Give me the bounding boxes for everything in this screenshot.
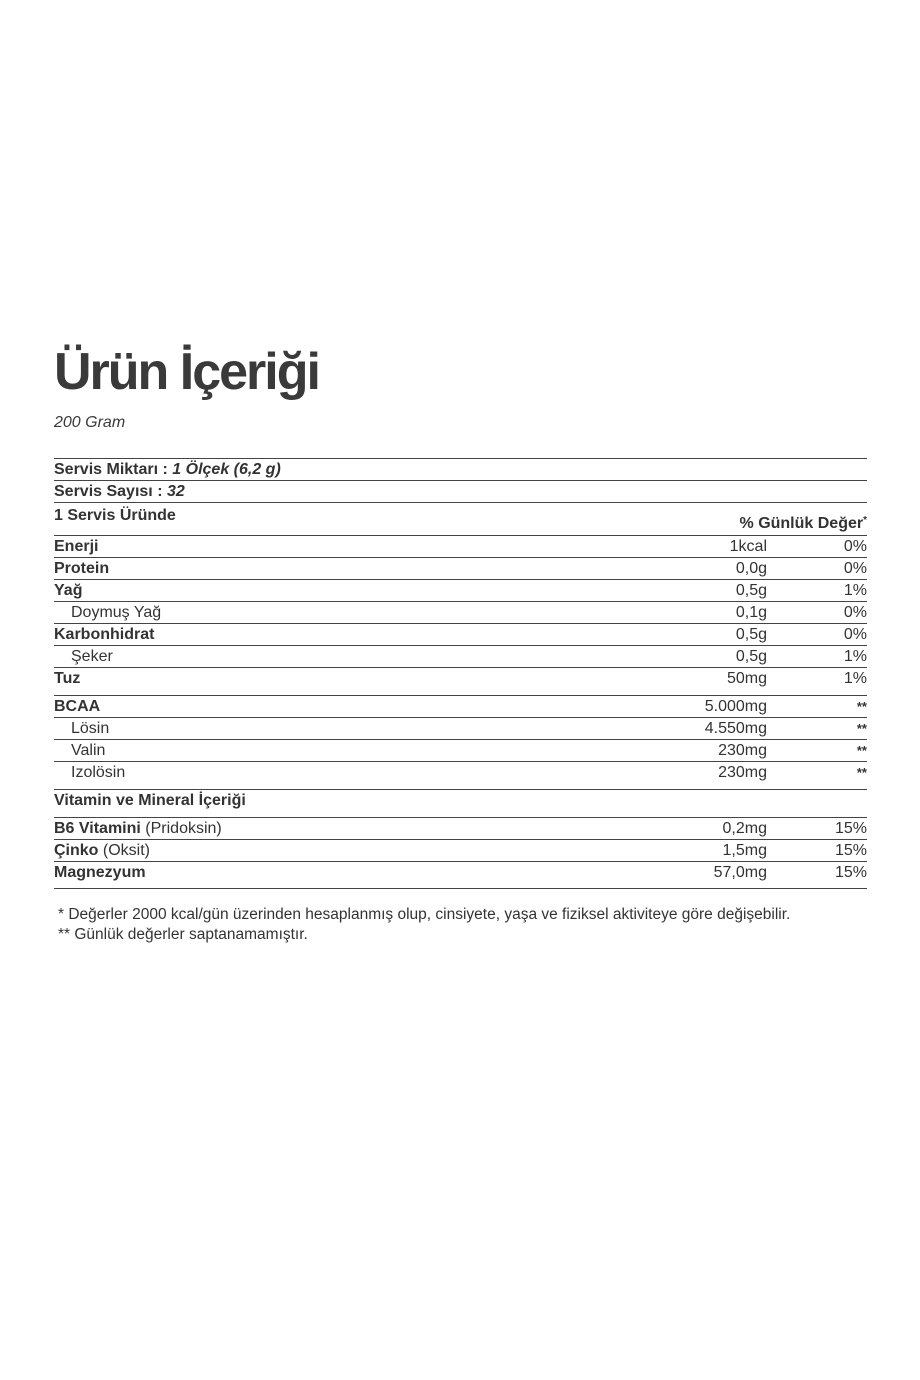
nutrition-table xyxy=(54,458,867,889)
nutrient-amount: 0,5g xyxy=(735,648,767,665)
nutrient-amount: 0,2mg xyxy=(722,820,767,837)
vitamin-row-zinc xyxy=(54,840,867,862)
serving-size-row xyxy=(54,459,867,481)
nutrient-daily-value: 0% xyxy=(843,538,867,555)
nutrient-name: Valin xyxy=(71,742,106,759)
nutrient-name: Yağ xyxy=(54,582,83,599)
nutrient-name: Tuz xyxy=(54,670,81,687)
nutrient-amount: 230mg xyxy=(718,764,767,781)
nutrient-name: Lösin xyxy=(71,720,110,737)
nutrient-daily-value: 15% xyxy=(834,864,867,881)
nutrient-amount: 1kcal xyxy=(729,538,767,555)
nutrient-daily-value: 1% xyxy=(843,582,867,599)
vitamin-section-header-row xyxy=(54,790,867,818)
nutrient-daily-value: 15% xyxy=(834,820,867,837)
nutrient-daily-value: 1% xyxy=(843,648,867,665)
nutrient-daily-value: ** xyxy=(856,721,867,736)
nutrient-name: BCAA xyxy=(54,698,101,715)
nutrition-panel xyxy=(54,340,867,943)
nutrient-amount: 0,1g xyxy=(735,604,767,621)
footnote-not-established: ** Günlük değerler saptanamamıştır. xyxy=(58,926,308,943)
serving-count-label: Servis Sayısı : xyxy=(54,483,167,500)
per-serving-header-row xyxy=(54,503,867,536)
nutrient-amount: 1,5mg xyxy=(722,842,767,859)
nutrient-name: Şeker xyxy=(71,648,113,665)
nutrient-name: Enerji xyxy=(54,538,99,555)
nutrient-amount: 0,0g xyxy=(735,560,767,577)
serving-size-label: Servis Miktarı : xyxy=(54,461,173,478)
daily-value-header: % Günlük Değer* xyxy=(739,515,867,532)
serving-count-value: 32 xyxy=(166,483,185,500)
package-size: 200 Gram xyxy=(54,414,126,431)
vitamin-row-magnesium xyxy=(54,862,867,889)
nutrient-row-protein xyxy=(54,558,867,580)
nutrient-name: Çinko xyxy=(54,842,99,859)
nutrient-row-saturated-fat xyxy=(54,602,867,624)
nutrient-daily-value: 0% xyxy=(843,560,867,577)
nutrient-daily-value: 15% xyxy=(834,842,867,859)
bcaa-row-isoleucine xyxy=(54,762,867,790)
nutrient-amount: 0,5g xyxy=(735,582,767,599)
serving-size-value: 1 Ölçek (6,2 g) xyxy=(172,461,281,478)
vitamin-row-b6 xyxy=(54,818,867,840)
serving-count-row xyxy=(54,481,867,503)
nutrient-amount: 0,5g xyxy=(735,626,767,643)
footnote-daily-value: * Değerler 2000 kcal/gün üzerinden hesaplanmış olup, cinsiyete, yaşa ve fiziksel aktiviteye göre değişebilir. xyxy=(58,906,791,923)
nutrient-name: Doymuş Yağ xyxy=(71,604,162,621)
nutrient-amount: 4.550mg xyxy=(704,720,767,737)
nutrient-daily-value: ** xyxy=(856,765,867,780)
daily-value-asterisk: * xyxy=(863,515,867,526)
nutrient-name: Karbonhidrat xyxy=(54,626,155,643)
nutrient-amount: 57,0mg xyxy=(713,864,767,881)
bcaa-row-leucine xyxy=(54,718,867,740)
vitamin-section-label: Vitamin ve Mineral İçeriği xyxy=(54,792,246,809)
bcaa-row-valine xyxy=(54,740,867,762)
nutrient-amount: 5.000mg xyxy=(704,698,767,715)
nutrient-daily-value: 0% xyxy=(843,604,867,621)
nutrient-daily-value: 1% xyxy=(843,670,867,687)
nutrient-daily-value: ** xyxy=(856,699,867,714)
nutrient-name: Izolösin xyxy=(71,764,126,781)
footnotes xyxy=(58,905,790,945)
per-serving-label: 1 Servis Üründe xyxy=(54,507,176,524)
nutrient-note: (Oksit) xyxy=(98,842,150,859)
nutrient-name: Protein xyxy=(54,560,110,577)
nutrient-row-salt xyxy=(54,668,867,696)
nutrient-row-fat xyxy=(54,580,867,602)
nutrient-row-sugar xyxy=(54,646,867,668)
nutrient-daily-value: ** xyxy=(856,743,867,758)
nutrient-amount: 230mg xyxy=(718,742,767,759)
nutrient-note: (Pridoksin) xyxy=(140,820,222,837)
nutrient-row-carbohydrate xyxy=(54,624,867,646)
nutrient-name: Magnezyum xyxy=(54,864,146,881)
nutrient-daily-value: 0% xyxy=(843,626,867,643)
nutrient-row-energy xyxy=(54,536,867,558)
nutrient-amount: 50mg xyxy=(726,670,767,687)
bcaa-row-total xyxy=(54,696,867,718)
page-title: Ürün İçeriği xyxy=(54,343,319,401)
nutrient-name: B6 Vitamini xyxy=(54,820,141,837)
